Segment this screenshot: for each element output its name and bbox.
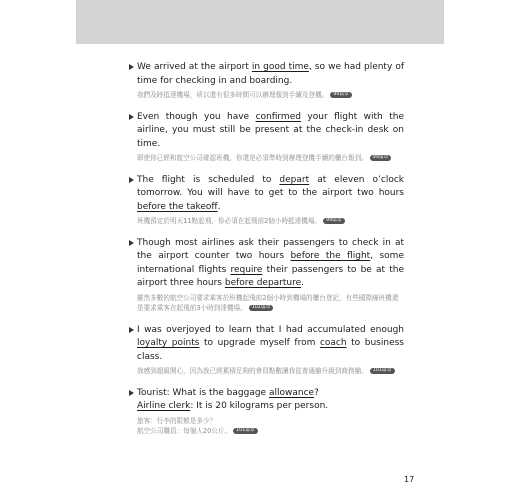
bullet-triangle-icon	[129, 64, 134, 70]
sentence-entry	[129, 387, 404, 437]
sentence-entry	[129, 61, 404, 101]
zh-text: 雖然多數的航空公司要求乘客於班機起飛前2個小時到機場的櫃台登記，有些國際線班機還是要求乘客在起飛前3小時到達機場。	[137, 293, 399, 312]
vocabulary-term: allowance	[268, 387, 315, 398]
zh-text: 即使你已經和航空公司確認班機，你還是必須準時到辦理登機手續的櫃台報到。	[137, 154, 368, 162]
en-line	[137, 324, 404, 365]
en-text: to upgrade myself from	[199, 338, 320, 348]
bullet-triangle-icon	[129, 240, 134, 246]
chinese-translation	[137, 416, 404, 437]
zh-line	[137, 366, 404, 377]
zh-line	[137, 426, 404, 437]
english-sentence	[137, 237, 404, 291]
vocabulary-term: require	[230, 264, 263, 275]
en-line	[137, 237, 404, 291]
vocabulary-term: coach	[319, 338, 347, 348]
en-text: your flight with the airline, you must still be present at the check-in desk on time.	[137, 111, 404, 149]
en-line	[137, 61, 404, 88]
chinese-translation	[137, 90, 404, 101]
source-badge: 99篇章	[370, 155, 392, 161]
zh-line	[137, 416, 404, 427]
en-text: Tourist: What is the baggage	[137, 387, 269, 398]
en-text: .	[301, 278, 305, 288]
en-text: at eleven o’clock tomorrow. You will have to get to the airport two hours	[137, 174, 404, 198]
en-text: I was overjoyed to learn that I had accumulated enough	[137, 324, 404, 335]
bullet-triangle-icon	[129, 177, 134, 183]
vocabulary-term: loyalty points	[137, 338, 200, 348]
en-text: , so we had plenty of time for checking in and boarding.	[137, 62, 404, 86]
en-line	[137, 400, 404, 414]
bullet-triangle-icon	[129, 390, 134, 396]
en-text: Though most airlines ask their passengers to check in at the airport counter two hours	[137, 237, 404, 261]
english-sentence	[137, 111, 404, 152]
zh-line	[137, 90, 404, 101]
en-text: Even though you have	[137, 111, 256, 122]
vocabulary-term: before the takeoff	[137, 201, 218, 212]
english-sentence	[137, 387, 404, 414]
vocabulary-term: before the flight	[290, 251, 371, 261]
chinese-translation	[137, 153, 404, 164]
chinese-translation	[137, 293, 404, 314]
vocabulary-term: in good time	[251, 62, 309, 72]
en-text: their passengers to be at the airport three hours	[137, 264, 404, 288]
vocabulary-term: Airline clerk	[137, 401, 191, 411]
bullet-triangle-icon	[129, 114, 134, 120]
page-header-bar	[76, 0, 444, 44]
zh-text: 旅客：行李的限額是多少？	[137, 416, 217, 425]
sentence-entry	[129, 237, 404, 314]
en-text: , some international flights	[137, 251, 404, 275]
zh-text: 航空公司職員：每個人20公斤。	[137, 427, 232, 435]
sentence-entry	[129, 111, 404, 164]
en-text: .	[217, 201, 221, 212]
en-text: : It is 20 kilograms per person.	[190, 401, 329, 411]
en-text: to business class.	[137, 338, 404, 362]
zh-line	[137, 153, 404, 164]
source-badge: 102篇章	[249, 305, 274, 311]
zh-text: 班機預定於明天11點起飛，你必須在起飛前2個小時抵達機場。	[137, 217, 322, 225]
en-line	[137, 387, 404, 401]
chinese-translation	[137, 366, 404, 377]
source-badge: 101篇章	[370, 368, 395, 374]
sentence-entry	[129, 324, 404, 377]
source-badge: 101篇章	[233, 428, 258, 434]
en-text: The flight is scheduled to	[137, 174, 280, 185]
english-sentence	[137, 61, 404, 88]
sentence-list	[129, 61, 404, 447]
zh-text: 我感到超級開心，因為我已經累積足夠的會員點數讓我從普通艙升級到商務艙。	[137, 367, 368, 375]
en-line	[137, 174, 404, 215]
zh-line	[137, 216, 404, 227]
source-badge: 99篇章	[330, 92, 352, 98]
en-line	[137, 111, 404, 152]
english-sentence	[137, 324, 404, 365]
english-sentence	[137, 174, 404, 215]
zh-text: 我們及時抵達機場，所以還有很多時間可以辦理報到手續及登機。	[137, 91, 329, 99]
en-text: ?	[314, 387, 319, 398]
zh-line	[137, 293, 404, 314]
page-number: 17	[404, 475, 415, 484]
en-text: We arrived at the airport	[137, 62, 252, 72]
vocabulary-term: confirmed	[255, 111, 301, 122]
chinese-translation	[137, 216, 404, 227]
bullet-triangle-icon	[129, 327, 134, 333]
source-badge: 99篇章	[323, 218, 345, 224]
vocabulary-term: before departure	[224, 278, 302, 288]
vocabulary-term: depart	[279, 174, 310, 185]
sentence-entry	[129, 174, 404, 227]
